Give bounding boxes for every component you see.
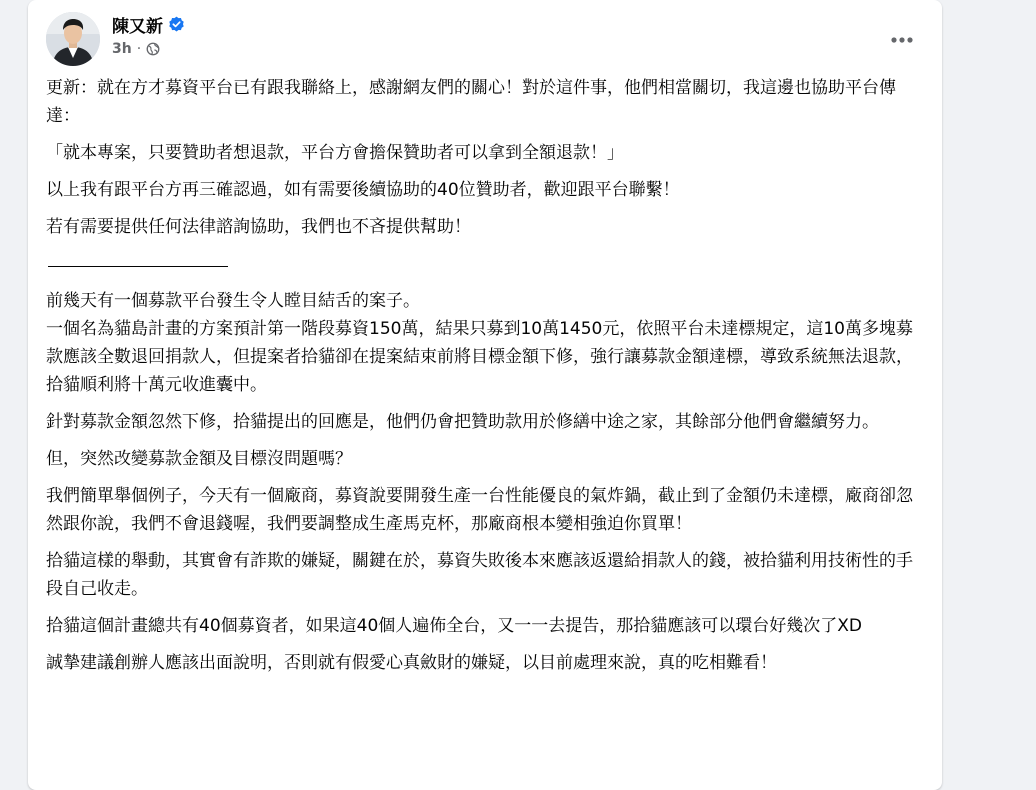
post-paragraph: 拾貓這個計畫總共有40個募資者，如果這40個人遍佈全台，又一一去提告，那拾貓應該可以環台好幾次了XD <box>46 616 862 636</box>
globe-icon[interactable] <box>146 42 160 56</box>
post-paragraph: 但，突然改變募款金額及目標沒問題嗎？ <box>46 449 352 469</box>
post-timestamp[interactable]: 3h <box>112 41 132 57</box>
post-meta <box>112 41 160 57</box>
post-paragraph: 以上我有跟平台方再三確認過，如有需要後續協助的40位贊助者，歡迎跟平台聯繫！ <box>46 180 680 200</box>
author-avatar[interactable] <box>46 12 100 66</box>
post-paragraph: 針對募款金額忽然下修，拾貓提出的回應是，他們仍會把贊助款用於修繕中途之家，其餘部分他們會繼續努力。 <box>46 412 879 432</box>
post-header <box>46 12 926 68</box>
post-paragraph: 誠摯建議創辦人應該出面說明，否則就有假愛心真斂財的嫌疑，以目前處理來說，真的吃相難看！ <box>46 653 777 673</box>
post-card <box>28 0 942 790</box>
author-line <box>112 12 185 36</box>
post-paragraph: 「就本專案，只要贊助者想退款，平台方會擔保贊助者可以拿到全額退款！」 <box>46 143 624 163</box>
meta-separator: · <box>136 41 142 57</box>
post-paragraph: 前幾天有一個募款平台發生令人瞠目結舌的案子。 一個名為貓島計畫的方案預計第一階段募資150萬，結果只募到10萬1450元，依照平台未達標規定，這10萬多塊募款應該全數退回捐款人，但提案者拾貓卻在提案結束前將目標金額下修，強行讓募款金額達標，導致系統無法退款，拾貓順利將十萬元收進囊中。 <box>46 291 913 395</box>
post-body <box>46 74 926 686</box>
verified-badge-icon <box>168 16 185 33</box>
author-name[interactable]: 陳又新 <box>112 16 163 37</box>
post-paragraph: 若有需要提供任何法律諮詢協助，我們也不吝提供幫助！ <box>46 217 471 237</box>
avatar-photo <box>46 12 100 66</box>
more-options-button[interactable] <box>884 22 920 58</box>
section-divider <box>46 250 926 278</box>
more-options-icon <box>890 36 914 44</box>
post-paragraph: 拾貓這樣的舉動，其實會有詐欺的嫌疑，關鍵在於，募資失敗後本來應該返還給捐款人的錢，被拾貓利用技術性的手段自己收走。 <box>46 551 913 599</box>
post-paragraph: 更新：就在方才募資平台已有跟我聯絡上，感謝網友們的關心！對於這件事，他們相當關切，我這邊也協助平台傳達： <box>46 78 896 126</box>
post-paragraph: 我們簡單舉個例子，今天有一個廠商，募資說要開發生產一台性能優良的氣炸鍋，截止到了金額仍未達標，廠商卻忽然跟你說，我們不會退錢喔，我們要調整成生產馬克杯，那廠商根本變相強迫你買單！ <box>46 486 913 534</box>
divider-line <box>48 266 228 267</box>
